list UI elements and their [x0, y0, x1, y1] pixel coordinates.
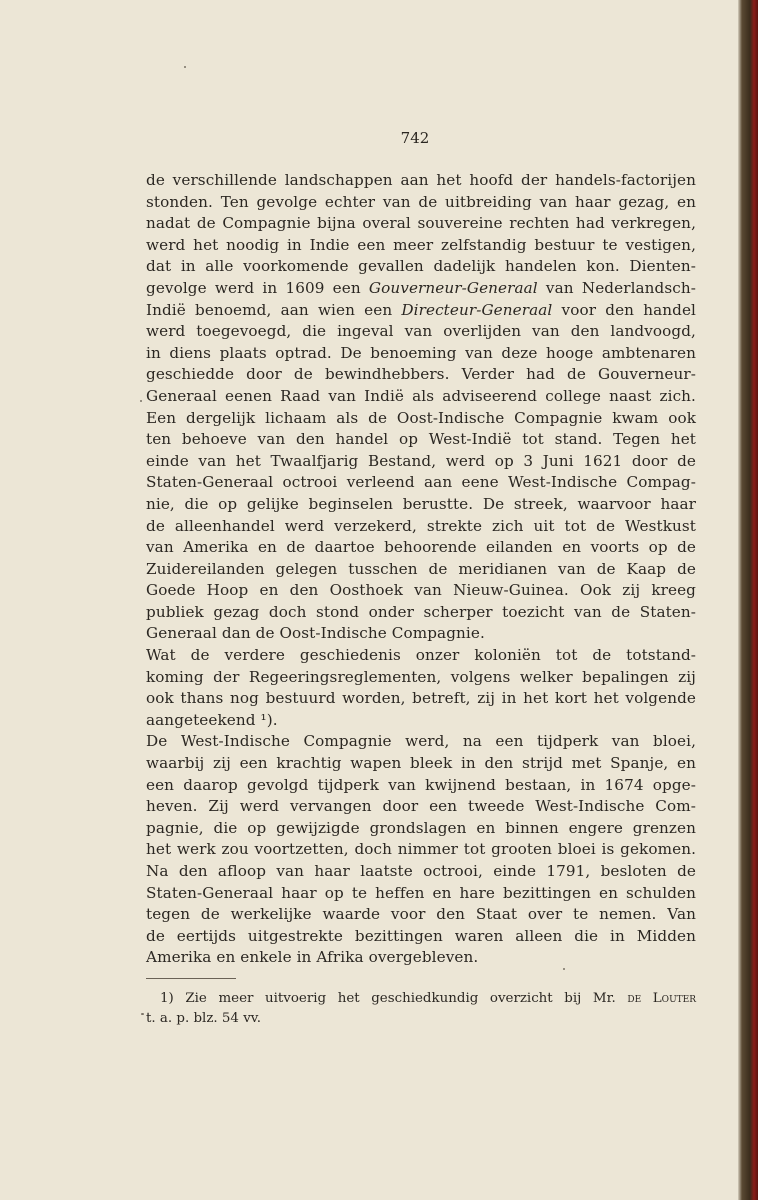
text-line: ten behoeve van den handel op West-Indië tot stand. Tegen het: [146, 430, 696, 449]
text-fragment: Indië benoemd, aan wien een: [146, 300, 402, 319]
text-line: heven. Zij werd vervangen door een tweede West-Indische Com-: [146, 797, 696, 816]
text-line: aangeteekend ¹).: [146, 710, 278, 729]
text-line-with-italic: [146, 278, 696, 300]
text-line: Staten-Generaal haar op te heffen en hare bezittingen en schulden: [146, 883, 696, 902]
text-line: de verschillende landschappen aan het hoofd der handels-factorijen: [146, 171, 696, 189]
italic-term: Gouverneur-Generaal: [368, 278, 538, 297]
text-line: einde van het Twaalfjarig Bestand, werd op 3 Juni 1621 door de: [146, 451, 696, 470]
text-line: publiek gezag doch stond onder scherper toezicht van de Staten-: [146, 602, 696, 621]
text-line: geschiedde door de bewindhebbers. Verder had de Gouverneur-: [146, 365, 696, 384]
text-line: Zuidereilanden gelegen tusschen de meridianen van de Kaap de: [146, 559, 696, 578]
paper-speck: [563, 968, 565, 970]
text-fragment: voor den handel: [552, 300, 696, 319]
text-line: waarbij zij een krachtig wapen bleek in den strijd met Spanje, en: [146, 754, 696, 773]
text-line: Staten-Generaal octrooi verleend aan eene West-Indische Compag-: [146, 473, 696, 492]
text-line: Generaal eenen Raad van Indië als adviseerend college naast zich.: [146, 386, 696, 405]
text-line: De West-Indische Compagnie werd, na een tijdperk van bloei,: [146, 732, 696, 751]
footnote-text: 1) Zie meer uitvoerig het geschiedkundig overzicht bij Mr.: [160, 991, 628, 1006]
paper-speck: [184, 66, 186, 68]
page-number: 742: [400, 129, 430, 147]
text-line-with-italic: [146, 300, 696, 322]
text-line: werd toegevoegd, die ingeval van overlijden van den landvoogd,: [146, 322, 696, 341]
text-line: de alleenhandel werd verzekerd, strekte zich uit tot de Westkust: [146, 516, 696, 535]
paper-speck: [140, 400, 142, 402]
text-line: Een dergelijk lichaam als de Oost-Indische Compagnie kwam ook: [146, 408, 696, 427]
text-line: Na den afloop van haar laatste octrooi, einde 1791, besloten de: [146, 862, 696, 880]
footnote-line: [146, 989, 696, 1009]
text-fragment: gevolge werd in 1609 een: [146, 278, 369, 297]
text-line: tegen de werkelijke waarde voor den Staat over te nemen. Van: [146, 905, 696, 924]
text-line: nadat de Compagnie bijna overal souvereine rechten had verkregen,: [146, 214, 696, 233]
text-line: Generaal dan de Oost-Indische Compagnie.: [146, 624, 485, 643]
text-line: pagnie, die op gewijzigde grondslagen en binnen engere grenzen: [146, 818, 696, 837]
text-line: dat in alle voorkomende gevallen dadelijk handelen kon. Dienten-: [146, 257, 696, 276]
text-line: de eertijds uitgestrekte bezittingen waren alleen die in Midden: [146, 926, 696, 945]
footnote-rule: [146, 978, 236, 979]
text-line: werd het noodig in Indie een meer zelfstandig bestuur te vestigen,: [146, 235, 696, 254]
book-edge: [738, 0, 758, 1200]
text-line: ook thans nog bestuurd worden, betreft, zij in het kort het volgende: [146, 689, 696, 708]
text-line: Goede Hoop en den Oosthoek van Nieuw-Guinea. Ook zij kreeg: [146, 581, 696, 600]
text-line: een daarop gevolgd tijdperk van kwijnend bestaan, in 1674 opge-: [146, 775, 696, 794]
text-line: van Amerika en de daartoe behoorende eilanden en voorts op de: [146, 538, 696, 557]
text-line: het werk zou voortzetten, doch nimmer tot grooten bloei is gekomen.: [146, 840, 696, 859]
italic-term: Directeur-Generaal: [401, 300, 553, 319]
text-line: Wat de verdere geschiedenis onzer koloniën tot de totstand-: [146, 646, 696, 665]
text-line: Amerika en enkele in Afrika overgebleven.: [146, 948, 479, 967]
text-fragment: van Nederlandsch-: [537, 278, 696, 297]
text-line: stonden. Ten gevolge echter van de uitbreiding van haar gezag, en: [146, 192, 696, 211]
footnote-line: t. a. p. blz. 54 vv.: [146, 1011, 261, 1026]
text-line: koming der Regeeringsreglementen, volgens welker bepalingen zij: [146, 667, 696, 686]
paper-speck: [141, 1013, 144, 1015]
text-line: in diens plaats optrad. De benoeming van deze hooge ambtenaren: [146, 343, 696, 362]
body-text: [146, 170, 696, 969]
footnote: [146, 989, 696, 1029]
footnote-author: de Louter: [627, 991, 696, 1006]
text-line: nie, die op gelijke beginselen berustte. De streek, waarvoor haar: [146, 494, 696, 513]
